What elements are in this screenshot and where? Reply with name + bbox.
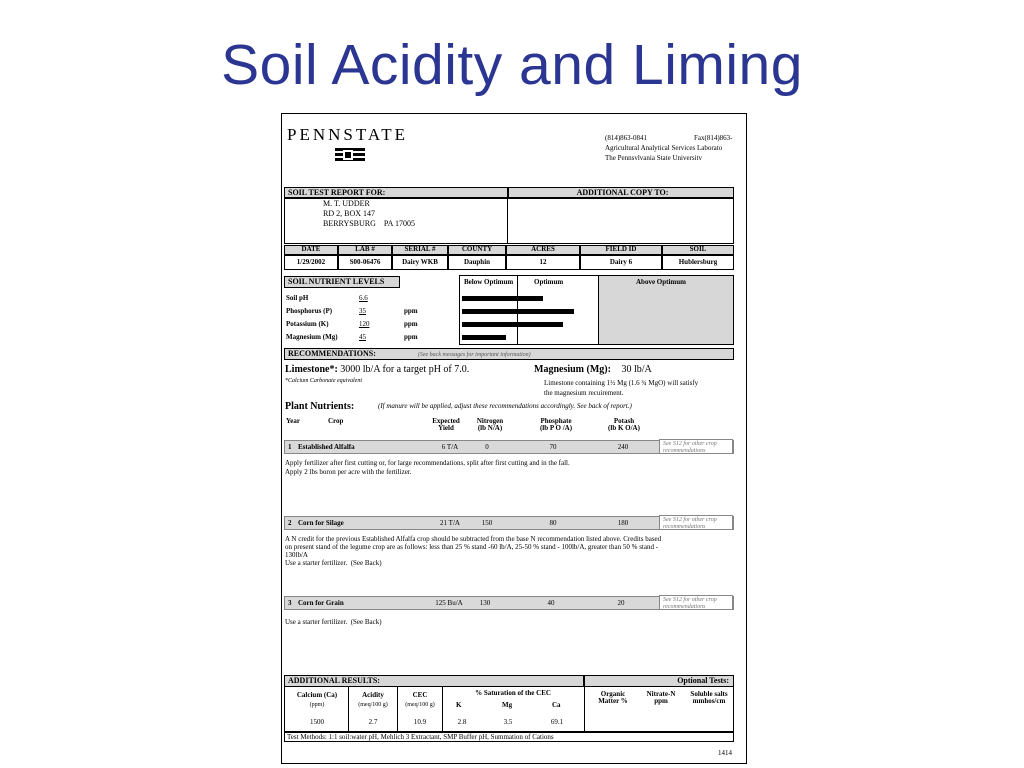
ar-div-2 [397, 687, 398, 731]
lab-name: Agricultural Analytical Services Laborato [605, 144, 723, 152]
client-address-2: BERRYSBURG PA 17005 [323, 219, 415, 228]
col-k-2: (lb K O/A) [608, 424, 640, 433]
cec-value: 10.9 [413, 718, 427, 726]
calcium-value: 1500 [310, 718, 324, 726]
nutrient-bar-4 [462, 335, 506, 340]
organic-matter-label [588, 691, 638, 706]
nutrient-value-ph: 6.6 [359, 294, 368, 302]
nutrient-bar-3 [462, 322, 563, 327]
info-header-soil: SOIL [662, 245, 734, 255]
mg-note-2: the magnesium recuirement. [544, 389, 624, 397]
col-crop: Crop [328, 417, 344, 425]
crop-2-k: 180 [617, 519, 629, 527]
crop-2-name: Corn for Silage [298, 519, 344, 527]
crop-1-note-1: Apply fertilizer after first cutting or, for large recommendations, split after first cutting and in the fall. [285, 459, 570, 467]
saturation-k: K [456, 701, 462, 709]
crop-1-k: 240 [617, 443, 629, 451]
recommendations-note: (See back messages for important information) [417, 352, 531, 358]
university-seal-icon [335, 148, 365, 162]
crop-2-year: 2 [288, 519, 292, 527]
col-p-1: Phosphate [540, 417, 572, 425]
info-field: Dairy 6 [580, 255, 662, 270]
crop-1-yield: 6 T/A [441, 443, 459, 451]
nutrient-unit-mg: ppm [404, 333, 418, 341]
col-year: Year [286, 417, 300, 425]
limestone-text: 3000 lb/A for a target pH of 7.0. [340, 364, 470, 375]
mg-value: 30 lb/A [621, 364, 652, 375]
info-acres: 12 [506, 255, 580, 270]
info-date: 1/29/2002 [284, 255, 338, 270]
mg-note-1: Limestone containing 1½ Mg (1.6 ¾ MgO) will satisfy [544, 379, 699, 387]
additional-results-header: ADDITIONAL RESULTS: [284, 675, 584, 687]
soluble-salts-label [684, 691, 734, 706]
lab-university: The Pennsylvania State University [605, 155, 703, 160]
salts-label-2: mmhos/cm [692, 697, 726, 706]
saturation-label: % Saturation of the CEC [475, 689, 551, 697]
col-phosphate [528, 418, 584, 433]
info-header-field: FIELD ID [580, 245, 662, 255]
col-nitrogen [470, 418, 510, 433]
nutrient-bar-1 [462, 296, 543, 301]
salts-label-1: Soluble salts [690, 690, 728, 698]
nutrient-levels-header: SOIL NUTRIENT LEVELS [284, 276, 400, 288]
above-optimum-label: Above Optimum [636, 278, 686, 286]
om-label-1: Organic [600, 690, 626, 698]
client-address-1: RD 2, BOX 147 [323, 209, 376, 218]
info-county: Dauphin [448, 255, 506, 270]
info-header-acres: ACRES [506, 245, 580, 255]
calcium-unit: (ppm) [309, 702, 325, 708]
crop-3-n: 130 [479, 599, 491, 607]
col-potash [596, 418, 652, 433]
nutrient-name-p: Phosphorus (P) [286, 307, 333, 315]
nitrate-label-2: ppm [654, 697, 668, 706]
crop-1-see-note: See S12 for other crop recommendations [659, 439, 733, 454]
test-methods: Test Methods: 1:1 soil:water pH, Mehlich 3 Extractant, SMP Buffer pH, Summation of Cations [284, 732, 734, 742]
acidity-label: Acidity [362, 691, 384, 699]
nutrient-name-ph: Soil pH [286, 294, 309, 302]
om-label-2: Matter % [598, 697, 628, 706]
nutrient-value-mg: 45 [359, 333, 366, 341]
crop-3-p: 40 [547, 599, 555, 607]
nutrient-unit-p: ppm [404, 307, 418, 315]
client-name: M. T. UDDER [323, 199, 370, 208]
limestone-line [285, 365, 469, 376]
info-lab: S00-06476 [338, 255, 392, 270]
limestone-label: Limestone*: [285, 364, 338, 375]
calcium-label: Calcium (Ca) [296, 691, 338, 699]
nutrient-value-k: 120 [359, 320, 370, 328]
additional-copy-header: ADDITIONAL COPY TO: [508, 187, 734, 198]
col-yield-1: Expected [432, 417, 460, 425]
col-n-2: (lb N/A) [477, 424, 503, 433]
crop-2-n: 150 [481, 519, 493, 527]
info-header-lab: LAB # [338, 245, 392, 255]
crop-2-note-3: 130lb/A [285, 551, 308, 559]
cec-unit: (meq/100 g) [405, 702, 435, 708]
saturation-ca-value: 69.1 [550, 718, 564, 726]
crop-2-p: 80 [549, 519, 557, 527]
info-header-date: DATE [284, 245, 338, 255]
crop-3-k: 20 [617, 599, 625, 607]
mg-line [534, 365, 652, 376]
info-soil: Hublersburg [662, 255, 734, 270]
ar-div-1 [348, 687, 349, 731]
address-divider [507, 198, 508, 244]
nutrient-unit-k: ppm [404, 320, 418, 328]
recommendations-header [284, 348, 734, 360]
crop-1-name: Established Alfalfa [298, 443, 355, 451]
acidity-unit: (meq/100 g) [358, 702, 388, 708]
report-for-header: SOIL TEST REPORT FOR: [284, 187, 508, 198]
saturation-ca: Ca [552, 701, 561, 709]
saturation-mg: Mg [502, 701, 513, 709]
crop-3-yield: 125 Bu/A [435, 599, 463, 607]
crop-2-see-note: See S12 for other crop recommendations [659, 515, 733, 530]
col-n-1: Nitrogen [476, 417, 504, 425]
below-optimum-label: Below Optimum [464, 278, 514, 286]
ar-div-4 [584, 687, 585, 731]
crop-2-note-2: on present stand of the legume crop are as follows: less than 25 % stand -60 lb/A, 25-50 % stand - 100lb/A, greater than 50 % stand - [285, 543, 659, 551]
nutrient-bar-2 [462, 309, 574, 314]
info-header-serial: SERIAL # [392, 245, 448, 255]
info-serial: Dairy WKB [392, 255, 448, 270]
col-k-1: Potash [613, 417, 635, 425]
col-yield-2: Yield [438, 424, 454, 433]
page-number: 1414 [718, 749, 732, 757]
crop-1-n: 0 [485, 443, 489, 451]
crop-3-name: Corn for Grain [298, 599, 344, 607]
acidity-value: 2.7 [368, 718, 378, 726]
soil-test-report [281, 113, 747, 764]
col-yield [426, 418, 466, 433]
mg-label: Magnesium (Mg): [534, 364, 611, 375]
crop-3-year: 3 [288, 599, 292, 607]
nitrate-label-1: Nitrate-N [646, 690, 676, 698]
optimum-label: Optimum [534, 278, 564, 286]
slide-title: Soil Acidity and Liming [221, 33, 803, 97]
nutrient-name-mg: Magnesium (Mg) [286, 333, 338, 341]
ar-div-3 [442, 687, 443, 731]
lab-phone: (814)863-0841 [605, 134, 647, 142]
crop-1-note-2: Apply 2 lbs boron per acre with the fertilizer. [285, 468, 412, 476]
lab-fax: Fax(814)863- [694, 134, 733, 142]
recommendations-label: RECOMMENDATIONS: [288, 349, 376, 358]
pennstate-logo: PENNSTATE [287, 125, 409, 144]
crop-3-note-1: Use a starter fertilizer. (See Back) [285, 618, 382, 626]
optional-tests-header: Optional Tests: [584, 675, 734, 687]
nutrient-value-p: 35 [359, 307, 366, 315]
cec-label: CEC [412, 691, 428, 699]
saturation-k-value: 2.8 [457, 718, 467, 726]
crop-1-year: 1 [288, 443, 292, 451]
crop-2-note-4: Use a starter fertilizer. (See Back) [285, 559, 382, 567]
plant-nutrients-note: (If manure will be applied, adjust these recommendations accordingly. See back of report.) [378, 402, 632, 410]
crop-3-see-note: See S12 for other crop recommendations [659, 595, 733, 610]
info-header-county: COUNTY [448, 245, 506, 255]
nitrate-label [638, 691, 684, 706]
nutrient-name-k: Potassium (K) [286, 320, 329, 328]
optimum-right-line [598, 276, 599, 344]
crop-2-note-1: A N credit for the previous Established Alfalfa crop should be subtracted from the base N recommendation listed above. Credits based [285, 535, 662, 543]
limestone-footnote: *Calcium Carbonate equivalent [285, 378, 362, 384]
crop-2-yield: 21 T/A [440, 519, 460, 527]
crop-1-p: 70 [549, 443, 557, 451]
col-p-2: (lb P O /A) [539, 424, 573, 433]
saturation-mg-value: 3.5 [503, 718, 513, 726]
plant-nutrients-label: Plant Nutrients: [285, 401, 355, 412]
